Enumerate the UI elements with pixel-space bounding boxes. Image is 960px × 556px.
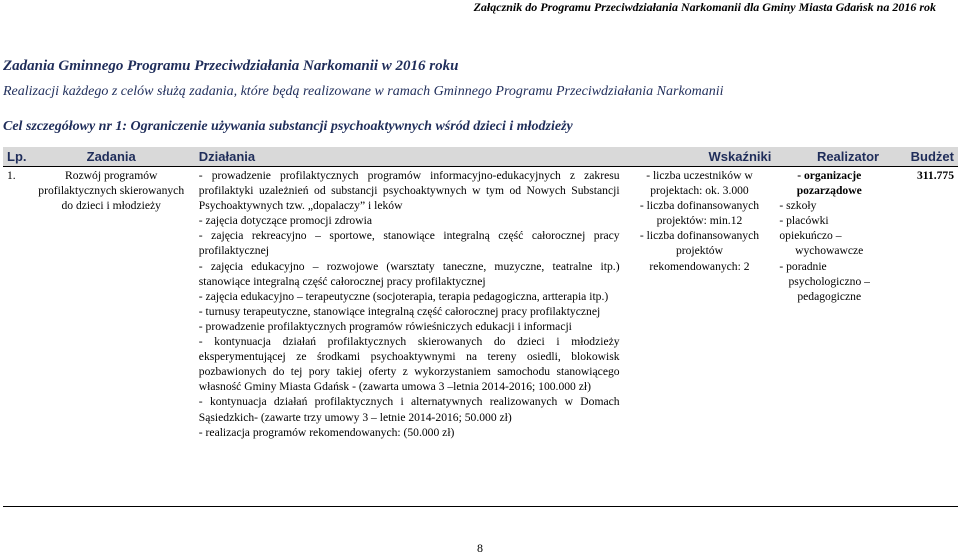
indicator-line: - liczba dofinansowanych (639, 229, 760, 243)
implementer-line: - poradnie (779, 259, 827, 273)
specific-goal-heading: Cel szczegółowy nr 1: Ograniczenie używania substancji psychoaktywnych wśród dzieci i młodzieży (3, 119, 573, 134)
table-bottom-rule (3, 506, 958, 507)
document-header-note: Załącznik do Programu Przeciwdziałania Narkomanii dla Gminy Miasta Gdańsk na 2016 rok (473, 0, 936, 14)
implementer-line: psychologiczno – (788, 274, 870, 288)
cell-dzialania (195, 167, 624, 441)
implementer-line: - placówki (779, 214, 829, 228)
table-header-row (3, 147, 958, 167)
action-item: - kontynuacja działań profilaktycznych i alternatywnych realizowanych w Domach Sąsiedzkich- (zawarte trzy umowy 3 – letnie 2014-2016; 50.000 zł) (198, 395, 620, 424)
action-item: - zajęcia edukacyjno – rozwojowe (warsztaty taneczne, muzyczne, teatralne itp.) stanowiące integralną część całorocznej pracy profilaktycznej (198, 259, 620, 288)
action-item: - zajęcia edukacyjno – terapeutyczne (socjoterapia, terapia pedagogiczna, artterapia itp.) (198, 289, 609, 303)
cell-budzet: 311.775 (916, 169, 954, 182)
table-row (3, 167, 958, 441)
page-number: 8 (477, 541, 483, 555)
action-item: - realizacja programów rekomendowanych: (50.000 zł) (198, 425, 455, 439)
indicator-line: projektów: min.12 (656, 214, 743, 228)
action-item: - kontynuacja działań profilaktycznych skierowanych do dzieci i młodzieży eksperymentującej ze środkami psychoaktywnymi na tereny osiedli, blokowisk pozbawionych do tej pory takiej oferty z wykorzystaniem samochodu stanowiącego własność Gminy Miasta Gdańsk - (zawarta umowa 3 –letnia 2014-2016; 100.000 zł) (198, 335, 620, 394)
action-item: - zajęcia dotyczące promocji zdrowia (198, 214, 372, 228)
header-dzialania: Działania (195, 147, 624, 167)
tasks-table (3, 147, 958, 441)
header-wskazniki: Wskaźniki (624, 147, 776, 167)
indicator-line: - liczba dofinansowanych (639, 199, 760, 213)
action-item: - zajęcia rekreacyjno – sportowe, stanowiące integralną część całorocznej pracy profilaktycznej (198, 229, 620, 258)
indicator-line: projektów (675, 244, 723, 258)
implementer-line: wychowawcze (795, 244, 864, 258)
implementer-line: pedagogiczne (797, 289, 862, 303)
cell-zadania: Rozwój programów profilaktycznych skierowanych do dzieci i młodzieży (38, 169, 185, 213)
implementer-line: opiekuńczo – (779, 229, 842, 243)
action-item: - prowadzenie profilaktycznych programów rówieśniczych edukacji i informacji (198, 319, 572, 333)
implementer-line: - organizacje (797, 169, 862, 182)
indicator-line: projektach: ok. 3.000 (650, 184, 749, 198)
cell-wskazniki (624, 167, 776, 441)
header-realizator: Realizator (775, 147, 883, 167)
action-item: - turnusy terapeutyczne, stanowiące integralną część całorocznej pracy profilaktycznej (198, 304, 601, 318)
cell-lp: 1. (7, 169, 16, 182)
document-title: Zadania Gminnego Programu Przeciwdziałania Narkomanii w 2016 roku (3, 58, 459, 74)
header-zadania: Zadania (28, 147, 195, 167)
document-subtitle: Realizacji każdego z celów służą zadania, które będą realizowane w ramach Gminnego Programu Przeciwdziałania Narkomanii (3, 84, 724, 99)
action-item: - prowadzenie profilaktycznych programów informacyjno-edukacyjnych z zakresu profilaktyki uzależnień od substancji psychoaktywnych w tym od Nowych Substancji Psychoaktywnych tzw. „dopalaczy” i leków (198, 169, 620, 213)
header-lp: Lp. (3, 147, 28, 167)
header-budzet: Budżet (883, 147, 958, 167)
implementer-line: pozarządowe (796, 184, 862, 198)
indicator-line: rekomendowanych: 2 (649, 259, 750, 273)
implementer-line: - szkoły (779, 199, 817, 213)
indicator-line: - liczba uczestników w (646, 169, 753, 182)
cell-realizator (775, 167, 883, 441)
